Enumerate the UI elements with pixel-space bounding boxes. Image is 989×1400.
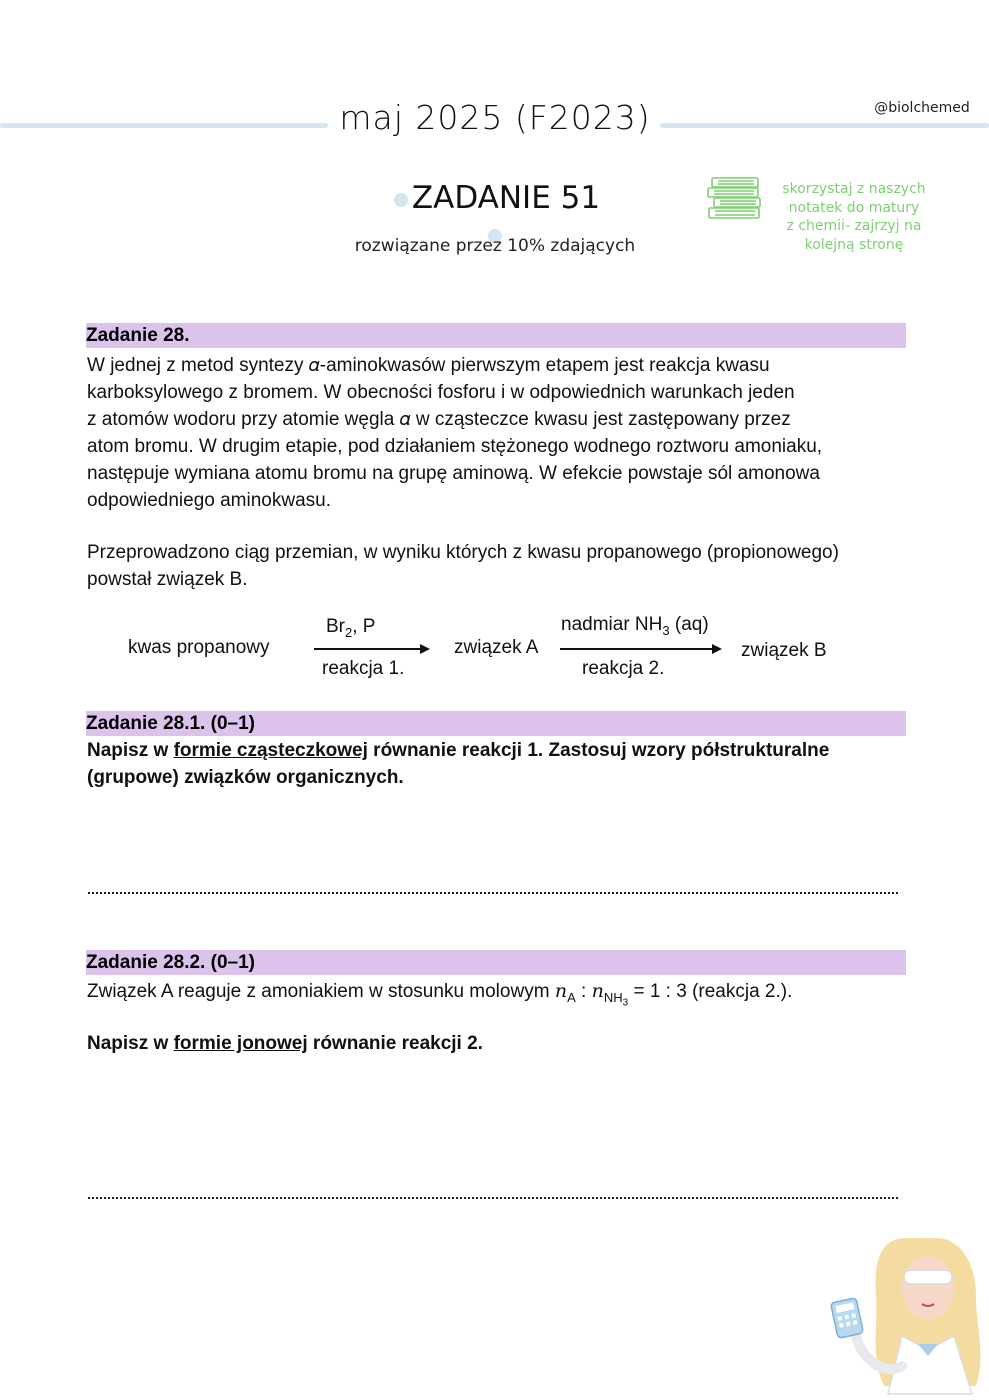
- header-line-right: [660, 123, 989, 128]
- author-handle: @biolchemed: [874, 100, 970, 116]
- solve-rate-subtitle: rozwiązane przez 10% zdających: [354, 236, 636, 256]
- header-line-left: [0, 123, 328, 128]
- books-icon: [706, 176, 764, 222]
- n-sub-a: A: [567, 989, 576, 1005]
- ratio-value: = 1 : 3: [628, 981, 687, 1002]
- answer-area-28-1[interactable]: [88, 800, 898, 892]
- nh-subscript: 3: [662, 622, 670, 638]
- instr-underlined: formie jonowej: [173, 1033, 308, 1054]
- answer-area-28-2[interactable]: [88, 1070, 898, 1196]
- nh-text: NH: [603, 989, 623, 1005]
- conversion-line: powstał związek B.: [87, 569, 248, 590]
- instruction-line-1: [87, 737, 887, 764]
- intro-line: z atomów wodoru przy atomie węgla 𝛼 w cząsteczce kwasu jest zastępowany przez: [87, 409, 791, 430]
- intro-line: następuje wymiana atomu bromu na grupę aminową. W efekcie powstaje sól amonowa: [87, 463, 820, 484]
- instruction-line: [87, 1030, 887, 1057]
- page-title: maj 2025 (F2023): [339, 98, 651, 137]
- ratio-statement: [87, 978, 887, 1016]
- task-28-2-heading: Zadanie 28.2. (0–1): [86, 950, 906, 975]
- br-label: Br: [326, 616, 345, 637]
- task-28-2-instruction: [87, 1030, 887, 1057]
- nh-3: 3: [622, 997, 629, 1009]
- task-28-conversion: [87, 539, 887, 593]
- n-sub-nh: [603, 989, 629, 1009]
- answer-line-28-2: [88, 1195, 898, 1199]
- reaction-arrow-2: [560, 648, 720, 650]
- n-symbol: n: [591, 980, 604, 1002]
- scheme-compound-a: związek A: [454, 637, 539, 658]
- task-number-label: ZADANIE 51: [411, 180, 601, 216]
- promo-line: kolejną stronę: [804, 236, 904, 253]
- heading-dot-left: [394, 193, 408, 207]
- reaction-scheme: [86, 604, 906, 694]
- nh-label: nadmiar NH: [561, 614, 663, 635]
- instruction-line-2: (grupowe) związków organicznych.: [87, 767, 404, 788]
- chemist-avatar-icon: [826, 1226, 986, 1396]
- instr-underlined: formie cząsteczkowej: [173, 740, 368, 761]
- colon: :: [575, 981, 592, 1002]
- statement-before: Związek A reaguje z amoniakiem w stosunku molowym: [87, 981, 555, 1002]
- br-subscript: 2: [345, 624, 353, 640]
- p-label: , P: [352, 616, 376, 637]
- intro-line: atom bromu. W drugim etapie, pod działaniem stężonego wodnego roztworu amoniaku,: [87, 436, 823, 457]
- arrow2-reagents: [561, 614, 709, 638]
- task-28-1-heading: Zadanie 28.1. (0–1): [86, 711, 906, 736]
- task-28-2-statement: [87, 978, 887, 1016]
- aq-label: (aq): [669, 614, 709, 635]
- promo-note: [764, 180, 944, 254]
- instr-before: Napisz w: [87, 1033, 174, 1054]
- arrow1-reagents: [326, 616, 375, 640]
- instr-after: równanie reakcji 2.: [307, 1033, 483, 1054]
- instr-after: równanie reakcji 1. Zastosuj wzory półstrukturalne: [367, 740, 830, 761]
- intro-line: W jednej z metod syntezy 𝛼-aminokwasów pierwszym etapem jest reakcja kwasu: [87, 355, 770, 376]
- scheme-start-compound: kwas propanowy: [128, 637, 270, 658]
- answer-line-28-1: [88, 890, 898, 894]
- statement-after: (reakcja 2.).: [686, 981, 793, 1002]
- task-28-1-instruction: [87, 737, 887, 791]
- reaction-arrow-1: [314, 648, 428, 650]
- task-28-intro: [87, 352, 887, 514]
- n-symbol: n: [554, 980, 568, 1002]
- arrow1-label: reakcja 1.: [322, 658, 405, 679]
- promo-line: notatek do matury: [788, 199, 920, 216]
- scheme-compound-b: związek B: [741, 640, 827, 661]
- instr-before: Napisz w: [87, 740, 174, 761]
- promo-line: skorzystaj z naszych: [782, 181, 926, 197]
- intro-line: karboksylowego z bromem. W obecności fosforu i w odpowiednich warunkach jeden: [87, 382, 795, 403]
- arrow2-label: reakcja 2.: [582, 658, 665, 679]
- task-28-heading: Zadanie 28.: [86, 323, 906, 348]
- intro-line: odpowiedniego aminokwasu.: [87, 490, 331, 511]
- promo-line: z chemii- zajrzyj na: [786, 218, 922, 234]
- conversion-line: Przeprowadzono ciąg przemian, w wyniku których z kwasu propanowego (propionowego): [87, 542, 839, 563]
